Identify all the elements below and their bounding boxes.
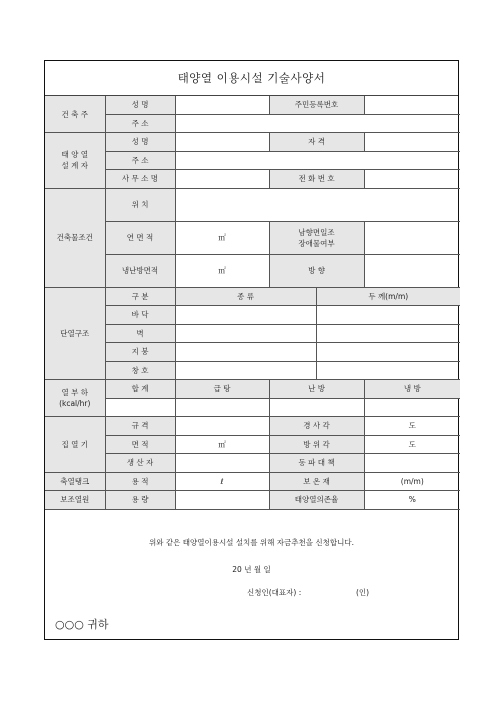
insulation-wall-thickness-field[interactable] — [316, 324, 460, 343]
floor-area-label: 연 면 적 — [105, 221, 175, 254]
designer-office-label: 사 무 소 명 — [105, 170, 175, 189]
designer-name-field[interactable] — [175, 133, 269, 152]
designer-section-label: 태 양 열 설 계 자 — [45, 133, 105, 189]
collector-manufacturer-label: 생 산 자 — [105, 454, 175, 473]
location-label: 위 치 — [105, 188, 175, 221]
heat-load-section-label: 열 부 하 (kcal/hr) — [45, 380, 105, 417]
designer-qualification-field[interactable] — [364, 133, 460, 152]
insulation-floor-type-field[interactable] — [175, 306, 316, 325]
applicant-label: 신청인(대표자) : — [247, 587, 302, 597]
insulation-division-header: 구 분 — [105, 287, 175, 306]
application-form — [44, 60, 459, 640]
solar-dependency-field[interactable]: % — [364, 491, 460, 510]
collector-slope-field[interactable]: 도 — [364, 417, 460, 436]
solar-dependency-label: 태양열의존율 — [269, 491, 364, 510]
heat-load-total-field[interactable] — [105, 398, 175, 417]
owner-section-label: 건 축 주 — [45, 96, 105, 133]
collector-azimuth-field[interactable]: 도 — [364, 435, 460, 454]
insulation-roof-thickness-field[interactable] — [316, 343, 460, 362]
building-conditions-label: 건축물조건 — [45, 188, 105, 287]
aux-capacity-field[interactable] — [175, 491, 269, 510]
heat-load-heating-field[interactable] — [269, 398, 364, 417]
floor-area-field[interactable]: ㎡ — [175, 221, 269, 254]
owner-name-label: 성 명 — [105, 96, 175, 114]
aux-heat-section-label: 보조열원 — [45, 491, 105, 510]
storage-volume-field[interactable]: ℓ — [175, 472, 269, 491]
owner-name-field[interactable] — [175, 96, 269, 114]
orientation-label: 방 향 — [269, 254, 364, 287]
collector-section-label: 집 열 기 — [45, 417, 105, 473]
collector-spec-field[interactable] — [175, 417, 269, 436]
insulation-section-label: 단열구조 — [45, 287, 105, 380]
insulation-roof-label: 지 붕 — [105, 343, 175, 362]
designer-phone-field[interactable] — [364, 170, 460, 189]
owner-id-label: 주민등록번호 — [269, 96, 364, 114]
application-statement: 위와 같은 태양열이용시설 설치를 위해 자금추천을 신청합니다. — [148, 537, 355, 547]
hvac-area-field[interactable]: ㎡ — [175, 254, 269, 287]
designer-address-field[interactable] — [175, 151, 460, 170]
collector-spec-label: 규 격 — [105, 417, 175, 436]
south-obstacle-field[interactable] — [364, 221, 460, 254]
designer-phone-label: 전 화 번 호 — [269, 170, 364, 189]
owner-id-field[interactable] — [364, 96, 460, 114]
owner-address-label: 주 소 — [105, 114, 175, 133]
aux-capacity-label: 용 량 — [105, 491, 175, 510]
collector-area-field[interactable]: ㎡ — [175, 435, 269, 454]
designer-name-label: 성 명 — [105, 133, 175, 152]
heat-load-cooling-header: 냉 방 — [364, 380, 460, 399]
form-title: 태양열 이용시설 기술사양서 — [45, 61, 458, 96]
spec-table — [45, 96, 460, 510]
orientation-field[interactable] — [364, 254, 460, 287]
insulation-floor-thickness-field[interactable] — [316, 306, 460, 325]
form-footer — [45, 510, 458, 651]
storage-insulation-label: 보 온 재 — [269, 472, 364, 491]
insulation-window-type-field[interactable] — [175, 361, 316, 380]
south-obstacle-label: 남향면일조 장애물여부 — [269, 221, 364, 254]
heat-load-hot-water-header: 급 탕 — [175, 380, 269, 399]
insulation-type-header: 종 류 — [175, 287, 316, 306]
designer-qualification-label: 자 격 — [269, 133, 364, 152]
storage-tank-section-label: 축열탱크 — [45, 472, 105, 491]
collector-slope-label: 경 사 각 — [269, 417, 364, 436]
designer-address-label: 주 소 — [105, 151, 175, 170]
heat-load-total-header: 합 계 — [105, 380, 175, 399]
insulation-roof-type-field[interactable] — [175, 343, 316, 362]
designer-office-field[interactable] — [175, 170, 269, 189]
collector-area-label: 면 적 — [105, 435, 175, 454]
collector-azimuth-label: 방 위 각 — [269, 435, 364, 454]
collector-freeze-field[interactable] — [364, 454, 460, 473]
heat-load-hot-water-field[interactable] — [175, 398, 269, 417]
hvac-area-label: 냉난방면적 — [105, 254, 175, 287]
insulation-window-thickness-field[interactable] — [316, 361, 460, 380]
collector-freeze-label: 동 파 대 책 — [269, 454, 364, 473]
recipient: ○○○ 귀하 — [55, 617, 109, 631]
storage-insulation-field[interactable]: (m/m) — [364, 472, 460, 491]
insulation-floor-label: 바 닥 — [105, 306, 175, 325]
heat-load-heating-header: 난 방 — [269, 380, 364, 399]
owner-address-field[interactable] — [175, 114, 460, 133]
collector-manufacturer-field[interactable] — [175, 454, 269, 473]
heat-load-cooling-field[interactable] — [364, 398, 460, 417]
insulation-wall-type-field[interactable] — [175, 324, 316, 343]
insulation-thickness-header: 두 께(m/m) — [316, 287, 460, 306]
application-date[interactable]: 20 년 월 일 — [232, 564, 271, 574]
seal-mark[interactable]: (인) — [356, 587, 370, 597]
insulation-window-label: 창 호 — [105, 361, 175, 380]
location-field[interactable] — [175, 188, 460, 221]
insulation-wall-label: 벽 — [105, 324, 175, 343]
storage-volume-label: 용 적 — [105, 472, 175, 491]
